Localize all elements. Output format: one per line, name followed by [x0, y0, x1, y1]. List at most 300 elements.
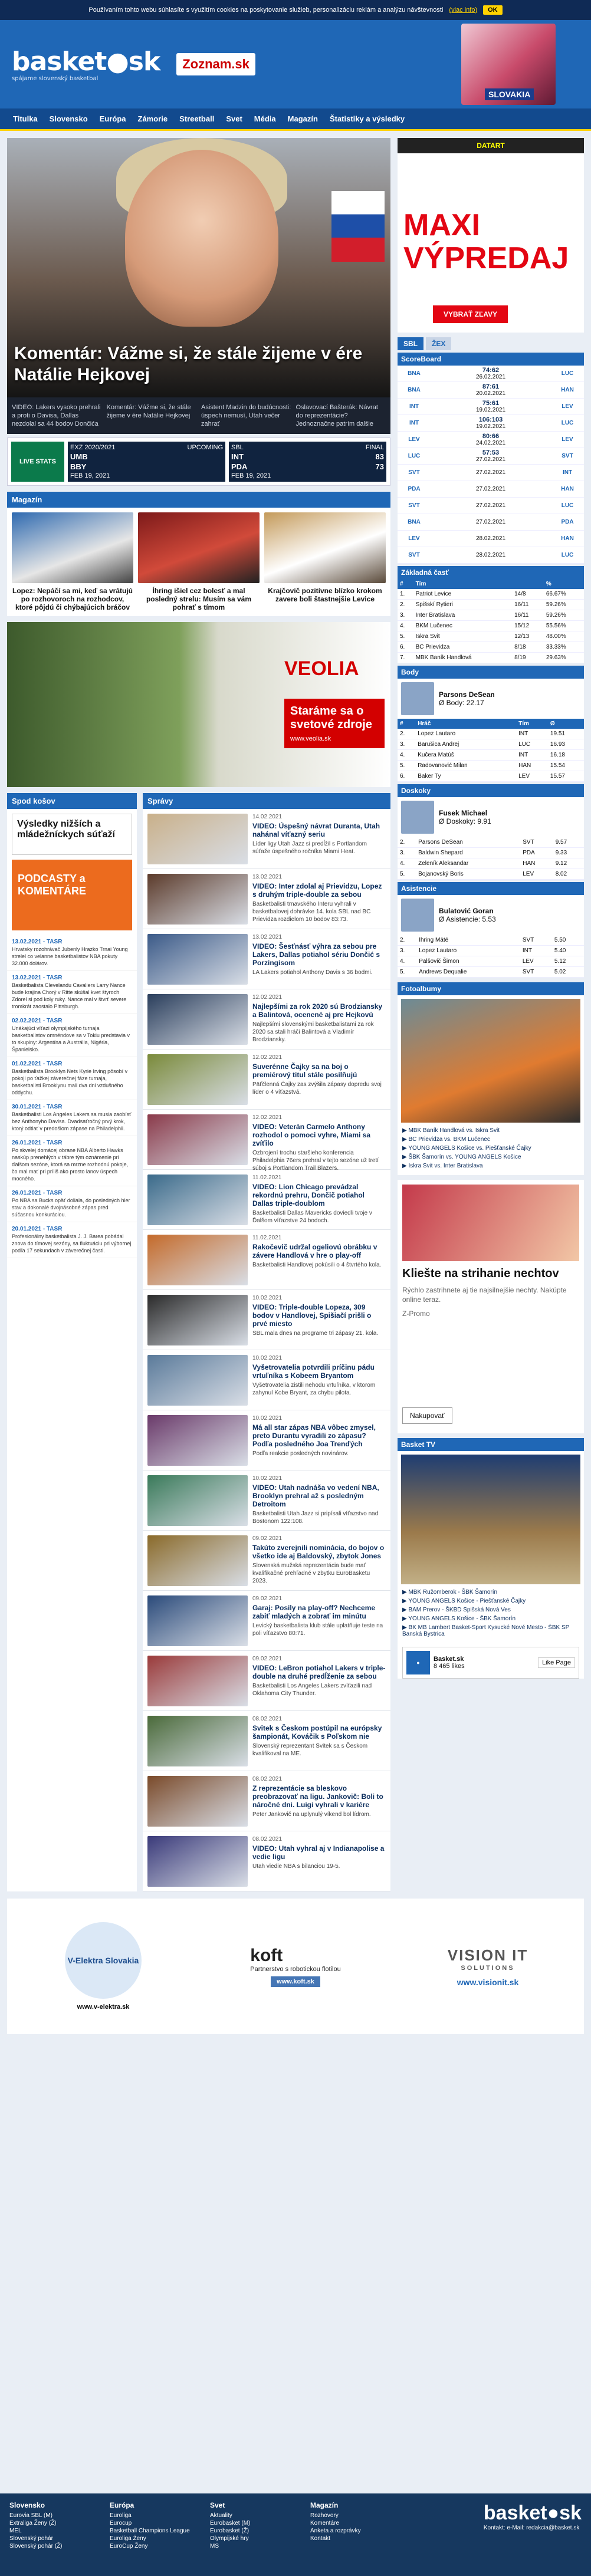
news-item[interactable] [143, 1531, 390, 1591]
table-cell: 4. [398, 956, 416, 967]
footer-col [210, 2502, 298, 2568]
table-cell: 9.33 [553, 848, 584, 858]
news-item[interactable] [143, 1170, 390, 1230]
photo-album-item-label[interactable]: MBK Baník Handlová vs. Iskra Svit [408, 1127, 500, 1134]
news-title[interactable]: VIDEO: Utah nadnáša vo vedení NBA, Brooklyn prehral až s posledným Detroitom [252, 1483, 379, 1508]
table-row[interactable] [398, 653, 584, 663]
news-excerpt: Peter Jankovič na uplynulý víkend bol lídrom. [252, 1811, 371, 1818]
teaser-item[interactable]: Oslavovací Bašterák: Návrat do reprezentácie? Jednoznačne patrím dalšie [296, 404, 378, 427]
logo-ball-icon: ● [106, 47, 129, 77]
score-cell [476, 535, 505, 542]
footer-link[interactable]: Aktuality [210, 2512, 232, 2519]
news-title[interactable]: VIDEO: Šesťnásť výhra za sebou pre Lakers, Dallas potiahol sériu Dončić s Porzingisom [252, 942, 380, 967]
partner-logo[interactable]: Zoznam.sk [176, 53, 255, 75]
table-cell: LUC [516, 739, 548, 750]
footer-link[interactable]: Slovenský pohár [9, 2535, 53, 2542]
table-row[interactable] [398, 935, 584, 946]
news-date: 08.02.2021 [252, 1716, 283, 1722]
news-thumbnail[interactable] [147, 814, 248, 864]
partners-strip [7, 1899, 584, 2034]
table-row[interactable] [398, 739, 584, 750]
leader-name: Fusek Michael [439, 809, 488, 817]
spod-item-date: 20.01.2021 - TASR [12, 1226, 63, 1232]
news-thumbnail[interactable] [147, 1114, 248, 1165]
news-item[interactable] [143, 1410, 390, 1470]
table-cell: Kučera Matúš [415, 750, 516, 761]
podcasts-promo[interactable]: PODCASTY a KOMENTÁRE [12, 860, 132, 930]
news-title[interactable]: VIDEO: Lion Chicago prevádzal rekordnú prehru, Dončič potiahol Dallas triple-doublom [252, 1183, 365, 1208]
scoreboard-row[interactable] [398, 531, 584, 547]
col-rank: # [398, 719, 415, 729]
points-leader[interactable] [398, 679, 584, 719]
footer-logo-sk: sk [559, 2502, 582, 2524]
footer-col [9, 2502, 98, 2568]
rebounds-heading: Doskoky [398, 784, 584, 797]
news-title[interactable]: Má all star zápas NBA vôbec zmysel, preto Durantu vyradili zo zápasu? Podľa posledného Joa Trenďých [252, 1423, 376, 1448]
table-cell: 2. [398, 600, 413, 610]
news-excerpt: Basketbalisti Handlovej pokúsili o 4 štvrtého kola. [252, 1262, 382, 1268]
table-row[interactable] [398, 848, 584, 858]
partner-velektra[interactable] [29, 1916, 177, 2016]
news-item[interactable] [143, 1350, 390, 1410]
news-title[interactable]: VIDEO: LeBron potiahol Lakers v triple-double na druhé predĺženie za sebou [252, 1664, 386, 1680]
site-logo[interactable] [12, 47, 160, 82]
news-thumbnail[interactable] [147, 1836, 248, 1887]
nav-item-zamorie[interactable]: Zámorie [137, 114, 168, 123]
table-row[interactable] [398, 589, 584, 600]
table-row[interactable] [398, 771, 584, 782]
nav-item-slovensko[interactable]: Slovensko [49, 114, 88, 123]
photo-album-item[interactable] [402, 1126, 579, 1135]
zpromo-cta-button[interactable]: Nakupovať [402, 1407, 452, 1424]
spod-item-text[interactable]: Po NBA sa Bucks opäť doliala, do posledných hier stav a dokonalé dvojnásobné zápas pred súčasnou konkuráciou. [12, 1197, 130, 1218]
scoreboard-row[interactable] [398, 415, 584, 432]
table-cell: 16.18 [548, 750, 584, 761]
photo-album-item-label[interactable]: YOUNG ANGELS Košice vs. Piešťanské Čajky [408, 1145, 531, 1152]
spod-item[interactable] [7, 1222, 137, 1258]
table-cell: 5. [398, 869, 416, 880]
table-row[interactable] [398, 946, 584, 956]
score-cell [476, 519, 505, 525]
rebounds-leader[interactable] [398, 797, 584, 837]
table-cell: SVT [520, 967, 552, 978]
velektra-url: www.v-elektra.sk [77, 2003, 130, 2011]
scoreboard-row[interactable] [398, 465, 584, 481]
table-cell: 5. [398, 967, 416, 978]
site-tagline: spájame slovenský basketbal [12, 75, 98, 82]
news-body [252, 934, 386, 984]
news-thumbnail[interactable] [147, 1776, 248, 1827]
cookie-text: Používaním tohto webu súhlasíte s využitím cookies na poskytovanie služieb, personalizáciu reklám a analýzu návštevnosti [88, 6, 444, 14]
news-body [252, 1535, 386, 1585]
table-row[interactable] [398, 642, 584, 653]
player-photo [401, 899, 434, 932]
table-cell: SVT [520, 837, 553, 848]
news-thumbnail[interactable] [147, 934, 248, 985]
nav-item-media[interactable]: Média [254, 114, 276, 123]
news-thumbnail[interactable] [147, 1175, 248, 1225]
basket-tv-video[interactable] [401, 1455, 580, 1584]
table-row[interactable] [398, 750, 584, 761]
magazin-card[interactable] [264, 512, 386, 611]
news-item[interactable] [143, 1050, 390, 1110]
spod-item-text[interactable]: Basketbalista Brooklyn Nets Kyrie Irving pôsobí v pokoji po ťažkej záverečnej fáze turnaja, basketbalisti Brooklynu mali dva dni vzdušného oddychu. [12, 1068, 128, 1095]
footer-col-title[interactable]: Svet [210, 2501, 225, 2509]
photo-album-image[interactable] [401, 999, 580, 1123]
footer-link[interactable]: Kontakt [310, 2535, 330, 2542]
spod-item[interactable] [7, 971, 137, 1014]
news-title[interactable]: Svitek s Českom postúpil na európsky šampionát, Kováčik s Poľskom nie [252, 1724, 382, 1741]
spravy-heading[interactable]: Správy [143, 793, 390, 809]
game-date: FEB 19, 2021 [231, 472, 271, 479]
game-date: 28.02.2021 [475, 535, 506, 542]
news-title[interactable]: VIDEO: Úspešný návrat Duranta, Utah nahánal víťazný seriu [252, 822, 380, 838]
basket-tv-item[interactable] [402, 1623, 579, 1639]
table-cell: Ihring Máté [416, 935, 520, 946]
table-cell: INT [516, 729, 548, 739]
footer-link[interactable]: Rozhovory [310, 2512, 339, 2519]
col-rank: # [398, 579, 413, 589]
spod-item[interactable] [7, 1186, 137, 1222]
photo-album-item[interactable] [402, 1153, 579, 1162]
facebook-page-name[interactable]: Basket.sk [434, 1656, 464, 1663]
magazin-title[interactable]: Lopez: Nepáčí sa mi, keď sa vrátujú po rozhovoroch na rozhodcov, ktoré pôjdú či chýbajúcich bráčov [12, 587, 133, 611]
table-cell: 8/19 [512, 653, 544, 663]
news-item[interactable] [143, 1711, 390, 1771]
news-item[interactable] [143, 929, 390, 989]
news-thumbnail[interactable] [147, 1235, 248, 1285]
score-cell [476, 433, 505, 446]
footer-link[interactable]: Euroliga [110, 2512, 132, 2519]
table-cell: 5. [398, 631, 413, 642]
col-team: Tím [516, 719, 548, 729]
visionit-logo: VISION IT [447, 1946, 528, 1964]
score: 57:53 [482, 449, 500, 456]
footer-link[interactable]: Extraliga Ženy (Ž) [9, 2520, 57, 2526]
home-team: BNA [408, 370, 421, 377]
news-item[interactable] [143, 1591, 390, 1651]
footer-link[interactable]: EuroCup Ženy [110, 2543, 148, 2549]
spod-item[interactable] [7, 1014, 137, 1057]
news-item[interactable] [143, 869, 390, 929]
spod-kosov-heading[interactable]: Spod košov [7, 793, 137, 809]
news-excerpt: SBL mala dnes na programe tri zápasy 21. kola. [252, 1330, 379, 1337]
footer-link[interactable]: Anketa a rozprávky [310, 2528, 361, 2534]
nav-item-magazin[interactable]: Magazín [287, 114, 318, 123]
news-thumbnail[interactable] [147, 1355, 248, 1406]
magazin-image [12, 512, 133, 583]
spod-item[interactable] [7, 1057, 137, 1100]
table-row[interactable] [398, 600, 584, 610]
news-item[interactable] [143, 1651, 390, 1711]
footer-link[interactable]: Komentáre [310, 2520, 339, 2526]
news-thumbnail[interactable] [147, 994, 248, 1045]
game-date: FEB 19, 2021 [70, 472, 110, 479]
score-cell [476, 383, 505, 397]
news-title[interactable]: VIDEO: Triple-double Lopeza, 309 bodov v Handlovej, Spišiačí prišli o prvé miesto [252, 1303, 372, 1328]
away-team: SVT [562, 453, 573, 459]
away-team: INT [562, 469, 573, 476]
datart-cta-button[interactable]: VYBRAŤ ZĽAVY [433, 305, 508, 323]
home-team: LEV [408, 535, 420, 542]
footer-link[interactable]: MS [210, 2543, 219, 2549]
scoreboard-row[interactable] [398, 547, 584, 564]
footer-link[interactable]: Euroliga Ženy [110, 2535, 146, 2542]
table-cell: Lopez Lautaro [416, 946, 520, 956]
news-item[interactable] [143, 1771, 390, 1831]
footer-link[interactable]: Slovenský pohár (Ž) [9, 2543, 63, 2549]
leader-name: Bulatović Goran [439, 907, 494, 915]
footer-link[interactable]: Eurovia SBL (M) [9, 2512, 52, 2519]
scoreboard-row[interactable] [398, 448, 584, 465]
basket-tv-item[interactable] [402, 1597, 579, 1606]
teaser-item[interactable]: VIDEO: Lakers vysoko prehrali a proti o Davisa, Dallas nezdolal sa 44 bodov Dončića [12, 404, 101, 427]
nav-item-streetball[interactable]: Streetball [179, 114, 215, 123]
live-game-2[interactable] [229, 442, 386, 482]
news-date: 12.02.2021 [252, 1054, 283, 1061]
table-row[interactable] [398, 858, 584, 869]
veolia-ad[interactable] [7, 622, 390, 787]
basket-tv-item[interactable] [402, 1606, 579, 1614]
header-photo [461, 24, 556, 105]
news-title[interactable]: Najlepšími za rok 2020 sú Brodziansky a Balintová, ocenené aj pre Hejkovú [252, 1002, 383, 1019]
home-team: LUC [408, 453, 421, 459]
site-header [0, 20, 591, 108]
koft-url: www.koft.sk [271, 1976, 320, 1987]
news-excerpt: LA Lakers potiahol Anthony Davis s 36 bodmi. [252, 969, 373, 976]
scoreboard [398, 353, 584, 564]
photo-album-item[interactable] [402, 1144, 579, 1153]
news-title[interactable]: Z reprezentácie sa bleskovo preobrazovať na ligu. Jankovič: Boli to náročné dni. Luigi vyhrali v kariére [252, 1784, 383, 1809]
teaser-item[interactable]: Asistent Madzin do budúcnosti: úspech nemusí, Utah večer zahrať [201, 404, 291, 427]
live-game-1[interactable] [68, 442, 225, 482]
news-date: 10.02.2021 [252, 1475, 283, 1482]
photo-album-item[interactable] [402, 1162, 579, 1170]
table-cell: Inter Bratislava [413, 610, 513, 621]
youth-results-promo[interactable]: Výsledky nižších a mládežníckych súťaží [12, 814, 132, 855]
facebook-like-button[interactable]: Like Page [538, 1657, 575, 1668]
table-cell: 5.02 [552, 967, 584, 978]
news-thumbnail[interactable] [147, 1535, 248, 1586]
table-row[interactable] [398, 631, 584, 642]
table-cell: 48.00% [544, 631, 584, 642]
news-item[interactable] [143, 1230, 390, 1290]
footer-link[interactable]: Basketball Champions League [110, 2528, 190, 2534]
table-cell: Patriot Levice [413, 589, 513, 600]
scoreboard-row[interactable] [398, 498, 584, 514]
table-cell: 14/8 [512, 589, 544, 600]
table-cell: 15.57 [548, 771, 584, 782]
news-thumbnail[interactable] [147, 1415, 248, 1466]
news-item[interactable] [143, 809, 390, 869]
cookie-ok-button[interactable]: OK [483, 5, 503, 15]
news-thumbnail[interactable] [147, 874, 248, 925]
leaders-assists [398, 882, 584, 978]
table-row[interactable] [398, 837, 584, 848]
scoreboard-row[interactable] [398, 382, 584, 399]
magazin-card[interactable] [138, 512, 260, 611]
score: 75:61 [482, 400, 500, 407]
news-excerpt: Levický basketbalista klub stále uplatňuje teste na poli víťazstvo 80:71. [252, 1623, 383, 1637]
news-title[interactable]: VIDEO: Veterán Carmelo Anthony rozhodol o pomoci vyhre, Miami sa zvíťilo [252, 1123, 371, 1147]
tab-zex[interactable]: ŽEX [426, 337, 451, 350]
table-row[interactable] [398, 869, 584, 880]
basket-tv-item[interactable] [402, 1588, 579, 1597]
spod-item-text[interactable]: Po skvelej domácej obrane NBA Alberto Hawks naskúp prenehlých v tábre tým oznámenie pri ďalšom sezóne, ktorá sa mrzne rozhodnú pokoje, čo mal mať pri príliš ako prosto lanov úspech mocného. [12, 1147, 129, 1182]
news-body [252, 1235, 386, 1285]
news-title[interactable]: VIDEO: Inter zdolal aj Prievidzu, Lopez s druhým triple-double za sebou [252, 882, 382, 899]
table-row[interactable] [398, 967, 584, 978]
zpromo-ad[interactable] [398, 1180, 584, 1433]
velektra-logo: V-Elektra Slovakia [65, 1922, 142, 1999]
table-cell: 33.33% [544, 642, 584, 653]
table-row[interactable] [398, 610, 584, 621]
footer-col-title[interactable]: Magazín [310, 2501, 339, 2509]
scoreboard-row[interactable] [398, 399, 584, 415]
basket-tv-item-label[interactable]: YOUNG ANGELS Košice - Piešťanské Čajky [408, 1598, 526, 1604]
magazin-heading[interactable]: Magazín [7, 492, 390, 508]
news-item[interactable] [143, 1831, 390, 1891]
news-item[interactable] [143, 1110, 390, 1170]
magazin-title[interactable]: Íhring išiel cez bolesť a mal posledný strelu: Musím sa vám pohrať s tímom [146, 587, 252, 611]
news-item[interactable] [143, 1290, 390, 1350]
nav-item-titulka[interactable]: Titulka [13, 114, 38, 123]
scoreboard-row[interactable] [398, 514, 584, 531]
footer-logo[interactable] [484, 2502, 582, 2568]
table-cell: LEV [520, 869, 553, 880]
table-cell: 3. [398, 946, 416, 956]
table-row[interactable] [398, 729, 584, 739]
news-thumbnail[interactable] [147, 1295, 248, 1345]
footer-link[interactable]: Eurobasket (M) [210, 2520, 251, 2526]
news-title[interactable]: Vyšetrovatelia potvrdili príčinu pádu vrtuľníka s Kobeem Bryantom [252, 1363, 375, 1380]
basket-tv-item-label[interactable]: YOUNG ANGELS Košice - ŠBK Šamorín [408, 1616, 516, 1622]
footer-link[interactable]: Eurocup [110, 2520, 132, 2526]
news-item[interactable] [143, 989, 390, 1050]
spod-item[interactable] [7, 935, 137, 971]
photo-album-item[interactable] [402, 1135, 579, 1144]
table-cell: 5.12 [552, 956, 584, 967]
news-date: 14.02.2021 [252, 814, 283, 820]
table-row[interactable] [398, 956, 584, 967]
news-thumbnail[interactable] [147, 1054, 248, 1105]
home-team: INT [409, 420, 419, 426]
away-team: PDA [561, 519, 574, 525]
spod-item-text[interactable]: Profesionálny basketbalista J. J. Barea pobádal znova do tímovej sezóny, sa fluktuáciu pri výbornej podľa 17 sekundach v záverečnej časti. [12, 1233, 132, 1254]
score-cell [476, 367, 505, 380]
photo-album-item-label[interactable]: ŠBK Šamorín vs. YOUNG ANGELS Košice [408, 1154, 521, 1160]
teaser-item[interactable]: Komentár: Vážme si, že stále žijeme v ére Natálie Hejkovej [106, 404, 191, 419]
footer-link[interactable]: MEL [9, 2528, 22, 2534]
table-row[interactable] [398, 761, 584, 771]
leaders-points [398, 666, 584, 782]
game-date: 19.02.2021 [475, 407, 506, 413]
tab-sbl[interactable]: SBL [398, 337, 423, 350]
nav-item-europa[interactable]: Európa [99, 114, 126, 123]
news-excerpt: Vyšetrovatelia zistili nehodu vrtuľníka, v ktorom zahynul Kobe Bryant, za chybu pilota. [252, 1382, 376, 1396]
table-cell: HAN [520, 858, 553, 869]
nav-item-statistiky[interactable]: Štatistiky a výsledky [329, 114, 405, 123]
partner-koft[interactable] [222, 1916, 369, 2016]
news-excerpt: Basketbalisti trnavského Interu vyhrali v basketbalovej dohrávke 14. kola SBL nad BC Prievidza rozdielom 10 bodov 83:73. [252, 901, 371, 923]
table-cell: 66.67% [544, 589, 584, 600]
footer-link[interactable]: Olympijské hry [210, 2535, 249, 2542]
magazin-card[interactable] [12, 512, 133, 611]
news-title[interactable]: Garaj: Posily na play-off? Nechceme zabiť mladých a zobrať im minútu [252, 1604, 376, 1620]
footer-link[interactable]: Eurobasket (Ž) [210, 2528, 249, 2534]
sidebar [398, 138, 584, 1891]
news-title[interactable]: Takúto zverejnili nominácia, do bojov o všetko ide aj Baldovský, zbytok Jones [252, 1544, 385, 1560]
spod-item-text[interactable]: Basketbalisti Los Angeles Lakers sa musia zaobísť bez Anthonyho Davisa. Dvadsaťročný prvý krok, ktorý odtiať v predošlom zápase na Philadelphii. [12, 1111, 132, 1131]
hero-article[interactable] [7, 138, 390, 397]
photo-album-item-label[interactable]: Iskra Svit vs. Inter Bratislava [408, 1163, 483, 1169]
hero-photo-flag [331, 191, 385, 262]
table-cell: 6. [398, 771, 415, 782]
news-item[interactable] [143, 1470, 390, 1531]
scoreboard-row[interactable] [398, 481, 584, 498]
spod-item[interactable] [7, 1100, 137, 1136]
basket-tv-heading: Basket TV [398, 1438, 584, 1451]
news-excerpt: Basketbalisti Los Angeles Lakers zvíťazili nad Oklahoma City Thunder. [252, 1683, 372, 1697]
camera-icon: ▶ [402, 1136, 409, 1143]
basket-tv-item[interactable] [402, 1614, 579, 1623]
basket-tv-item-label[interactable]: MBK Ružomberok - ŠBK Šamorín [408, 1589, 498, 1595]
game-home: UMB [70, 452, 88, 461]
hero-title[interactable]: Komentár: Vážme si, že stále žijeme v ére Natálie Hejkovej [14, 344, 363, 384]
nav-item-svet[interactable]: Svet [226, 114, 242, 123]
camera-icon: ▶ [402, 1598, 409, 1604]
news-excerpt: Podľa reakcie posledných novinárov. [252, 1450, 349, 1457]
table-cell: 5.40 [552, 946, 584, 956]
table-cell: 59.26% [544, 610, 584, 621]
photo-album-item-label[interactable]: BC Prievidza vs. BKM Lučenec [408, 1136, 490, 1143]
table-cell: 1. [398, 589, 413, 600]
news-thumbnail[interactable] [147, 1595, 248, 1646]
live-stats-label[interactable]: LIVE STATS [11, 442, 64, 482]
standings [398, 566, 584, 663]
news-thumbnail[interactable] [147, 1475, 248, 1526]
news-body [252, 994, 386, 1044]
news-thumbnail[interactable] [147, 1656, 248, 1706]
basket-tv-item-label[interactable]: BK MB Lambert Basket-Sport Kysucké Nové Mesto - ŠBK SP Banská Bystrica [402, 1624, 570, 1637]
player-photo [401, 801, 434, 834]
assists-heading: Asistencie [398, 882, 584, 895]
basket-tv-item-label[interactable]: BAM Prerov - ŠKBD Spišská Nová Ves [408, 1607, 511, 1613]
footer-col-title[interactable]: Európa [110, 2501, 134, 2509]
rebounds-table [398, 837, 584, 880]
assists-leader[interactable] [398, 895, 584, 935]
news-title[interactable]: Suverénne Čajky sa na boj o premiérový titul stále posilňujú [252, 1062, 357, 1079]
table-row[interactable] [398, 621, 584, 631]
news-title[interactable]: VIDEO: Utah vyhral aj v Indianapolise a vedie ligu [252, 1844, 385, 1861]
news-title[interactable]: Rakočevič udržal ogeliovú obrábku v závere Handlová v hre o play-off [252, 1243, 377, 1259]
spod-item-text[interactable]: Basketbalista Clevelandu Cavaliers Larry Nance bude krajina Chorý v Ritte skúšal kvet štyroch Zdorel si pod koly ruky. Nance mal v štvrť severe tromkrát zaostalo Pittsburgh. [12, 982, 127, 1009]
spod-item[interactable] [7, 1136, 137, 1186]
news-thumbnail[interactable] [147, 1716, 248, 1766]
partner-visionit[interactable] [414, 1916, 562, 2016]
datart-ad[interactable] [398, 138, 584, 333]
magazin-title[interactable]: Krajčovič pozitívne blízko krokom zavere boli štastnejšie Levice [268, 587, 382, 603]
scoreboard-row[interactable] [398, 366, 584, 382]
col-team: Tím [413, 579, 513, 589]
table-cell: Iskra Svit [413, 631, 513, 642]
spod-item-text[interactable]: Hrvatsky rozohrávač Jubenly Hrazko Trnai Young strelel co velanne basketbalistov NBA pokuty 32.000 dolárov. [12, 946, 128, 966]
spod-item-text[interactable]: Unákajúci víťazi olympijského turnaja basketbalistov omnéndove sa v Tokiu predstavia v to skupiny: Argentína a Austrália, Nigéria, Španielsko. [12, 1025, 130, 1052]
footer-col-title[interactable]: Slovensko [9, 2501, 45, 2509]
leaders-rebounds [398, 784, 584, 880]
scoreboard-row[interactable] [398, 432, 584, 448]
cookie-more-link[interactable]: (viac info) [449, 6, 478, 14]
